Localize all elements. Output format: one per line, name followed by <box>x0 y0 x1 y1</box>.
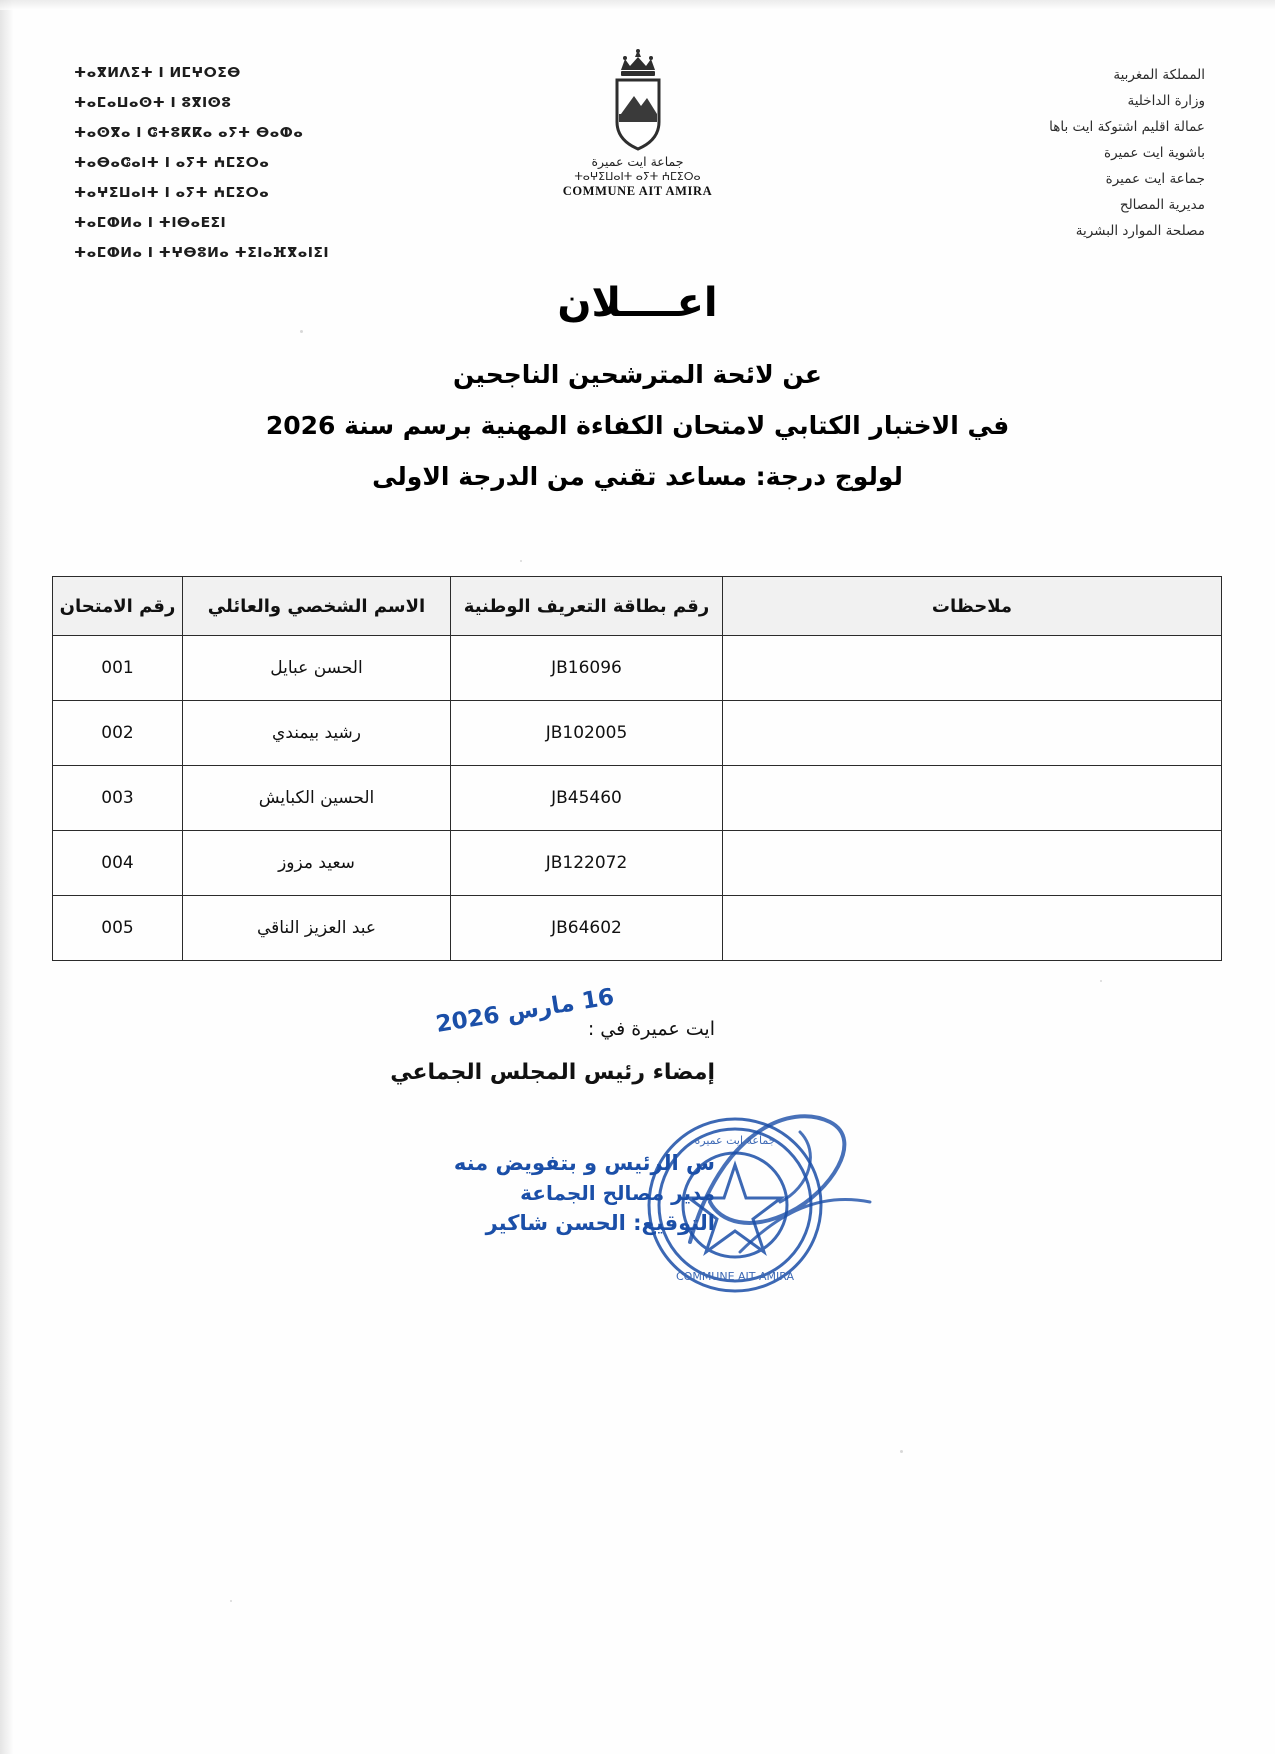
emblem-commune-arabic: جماعة ايت عميرة <box>591 154 684 169</box>
delegation-line-1: س الرئيس و بتفويض منه <box>453 1151 715 1175</box>
column-header-exam-number: رقم الامتحان <box>53 577 183 636</box>
emblem-block <box>508 48 768 199</box>
signature-label: إمضاء رئيس المجلس الجماعي <box>390 1060 715 1085</box>
table-row <box>53 831 1222 896</box>
cell-exam-number: 005 <box>53 896 183 961</box>
cell-exam-number: 002 <box>53 701 183 766</box>
cell-exam-number: 001 <box>53 636 183 701</box>
table-header-row <box>53 577 1222 636</box>
cell-full-name: رشيد بيمندي <box>183 701 451 766</box>
cell-full-name: الحسين الكبايش <box>183 766 451 831</box>
header-tif-line-4: ⵜⴰⴱⴰⵛⴰⵏⵜ ⵏ ⴰⵢⵜ ⵄⵎⵉⵔⴰ <box>74 155 270 171</box>
svg-text:جماعة ايت عميرة: جماعة ايت عميرة <box>694 1134 776 1147</box>
header-tif-line-7: ⵜⴰⵎⵀⵍⴰ ⵏ ⵜⵖⴱⵓⵍⴰ ⵜⵉⵏⴰⴼⴳⴰⵏⵉⵏ <box>74 245 329 261</box>
handwritten-date: 16 مارس 2026 <box>434 984 616 1038</box>
subtitle-line-2: في الاختبار الكتابي لامتحان الكفاءة المهنية برسم سنة 2026 <box>265 411 1010 440</box>
emblem-commune-french: COMMUNE AIT AMIRA <box>562 184 713 198</box>
page-title: اعــــلان <box>557 280 718 326</box>
table-row <box>53 766 1222 831</box>
svg-text:COMMUNE AIT AMIRA: COMMUNE AIT AMIRA <box>675 1270 795 1283</box>
cell-cin: JB122072 <box>451 831 723 896</box>
cell-cin: JB102005 <box>451 701 723 766</box>
header-ar-line-1: المملكة المغربية <box>1113 67 1205 83</box>
header-tif-line-2: ⵜⴰⵎⴰⵡⴰⵙⵜ ⵏ ⵓⴳⵏⵙⵓ <box>74 95 232 111</box>
header-ar-line-7: مصلحة الموارد البشرية <box>1075 223 1205 239</box>
results-table <box>52 576 1222 961</box>
subtitle-line-3: لولوج درجة: مساعد تقني من الدرجة الاولى <box>372 462 903 491</box>
title-block <box>0 280 1275 491</box>
cell-remarks <box>723 896 1222 961</box>
cell-exam-number: 004 <box>53 831 183 896</box>
cell-remarks <box>723 831 1222 896</box>
table-row <box>53 896 1222 961</box>
results-table-wrapper <box>52 576 1222 961</box>
column-header-cin: رقم بطاقة التعريف الوطنية <box>451 577 723 636</box>
cell-full-name: عبد العزيز الناقي <box>183 896 451 961</box>
delegation-line-3: التوقيع: الحسن شاكير <box>485 1211 715 1235</box>
cell-remarks <box>723 701 1222 766</box>
document-header <box>60 48 1215 261</box>
cell-cin: JB16096 <box>451 636 723 701</box>
handwritten-signature <box>680 1092 920 1292</box>
cell-full-name: سعيد مزوز <box>183 831 451 896</box>
header-ar-line-5: جماعة ايت عميرة <box>1105 171 1205 187</box>
subtitle-line-1: عن لائحة المترشحين الناجحين <box>453 360 822 389</box>
table-row <box>53 636 1222 701</box>
column-header-remarks: ملاحظات <box>723 577 1222 636</box>
header-tif-line-1: ⵜⴰⴳⵍⴷⵉⵜ ⵏ ⵍⵎⵖⵔⵉⴱ <box>74 65 241 81</box>
document-footer <box>0 984 1275 1320</box>
header-tif-line-6: ⵜⴰⵎⵀⵍⴰ ⵏ ⵜⵏⴱⴰⴹⵉⵏ <box>74 215 227 231</box>
delegation-line-2: مدير مصالح الجماعة <box>520 1181 715 1205</box>
header-ar-line-4: باشوية ايت عميرة <box>1104 145 1205 161</box>
header-tif-line-3: ⵜⴰⵙⴳⴰ ⵏ ⵛⵜⵓⴽⴽⴰ ⴰⵢⵜ ⴱⴰⵀⴰ <box>74 125 304 141</box>
table-row <box>53 701 1222 766</box>
header-tif-line-5: ⵜⴰⵖⵉⵡⴰⵏⵜ ⵏ ⴰⵢⵜ ⵄⵎⵉⵔⴰ <box>74 185 270 201</box>
header-ar-line-2: وزارة الداخلية <box>1127 93 1205 109</box>
header-ar-line-3: عمالة اقليم اشتوكة ايت باها <box>1049 119 1205 135</box>
header-arabic-administration <box>1049 62 1205 244</box>
scan-edge-left <box>0 0 14 1754</box>
cell-remarks <box>723 636 1222 701</box>
header-ar-line-6: مديرية المصالح <box>1119 197 1205 213</box>
emblem-commune-tifinagh: ⵜⴰⵖⵉⵡⴰⵏⵜ ⴰⵢⵜ ⵄⵎⵉⵔⴰ <box>574 170 701 183</box>
cell-exam-number: 003 <box>53 766 183 831</box>
place-and-date-label: ايت عميرة في : <box>587 1018 715 1040</box>
cell-cin: JB45460 <box>451 766 723 831</box>
header-tifinagh-administration <box>74 58 329 268</box>
cell-cin: JB64602 <box>451 896 723 961</box>
cell-full-name: الحسن عبايل <box>183 636 451 701</box>
cell-remarks <box>723 766 1222 831</box>
morocco-crown-emblem-icon <box>601 48 675 152</box>
scan-edge-top <box>0 0 1275 10</box>
column-header-full-name: الاسم الشخصي والعائلي <box>183 577 451 636</box>
